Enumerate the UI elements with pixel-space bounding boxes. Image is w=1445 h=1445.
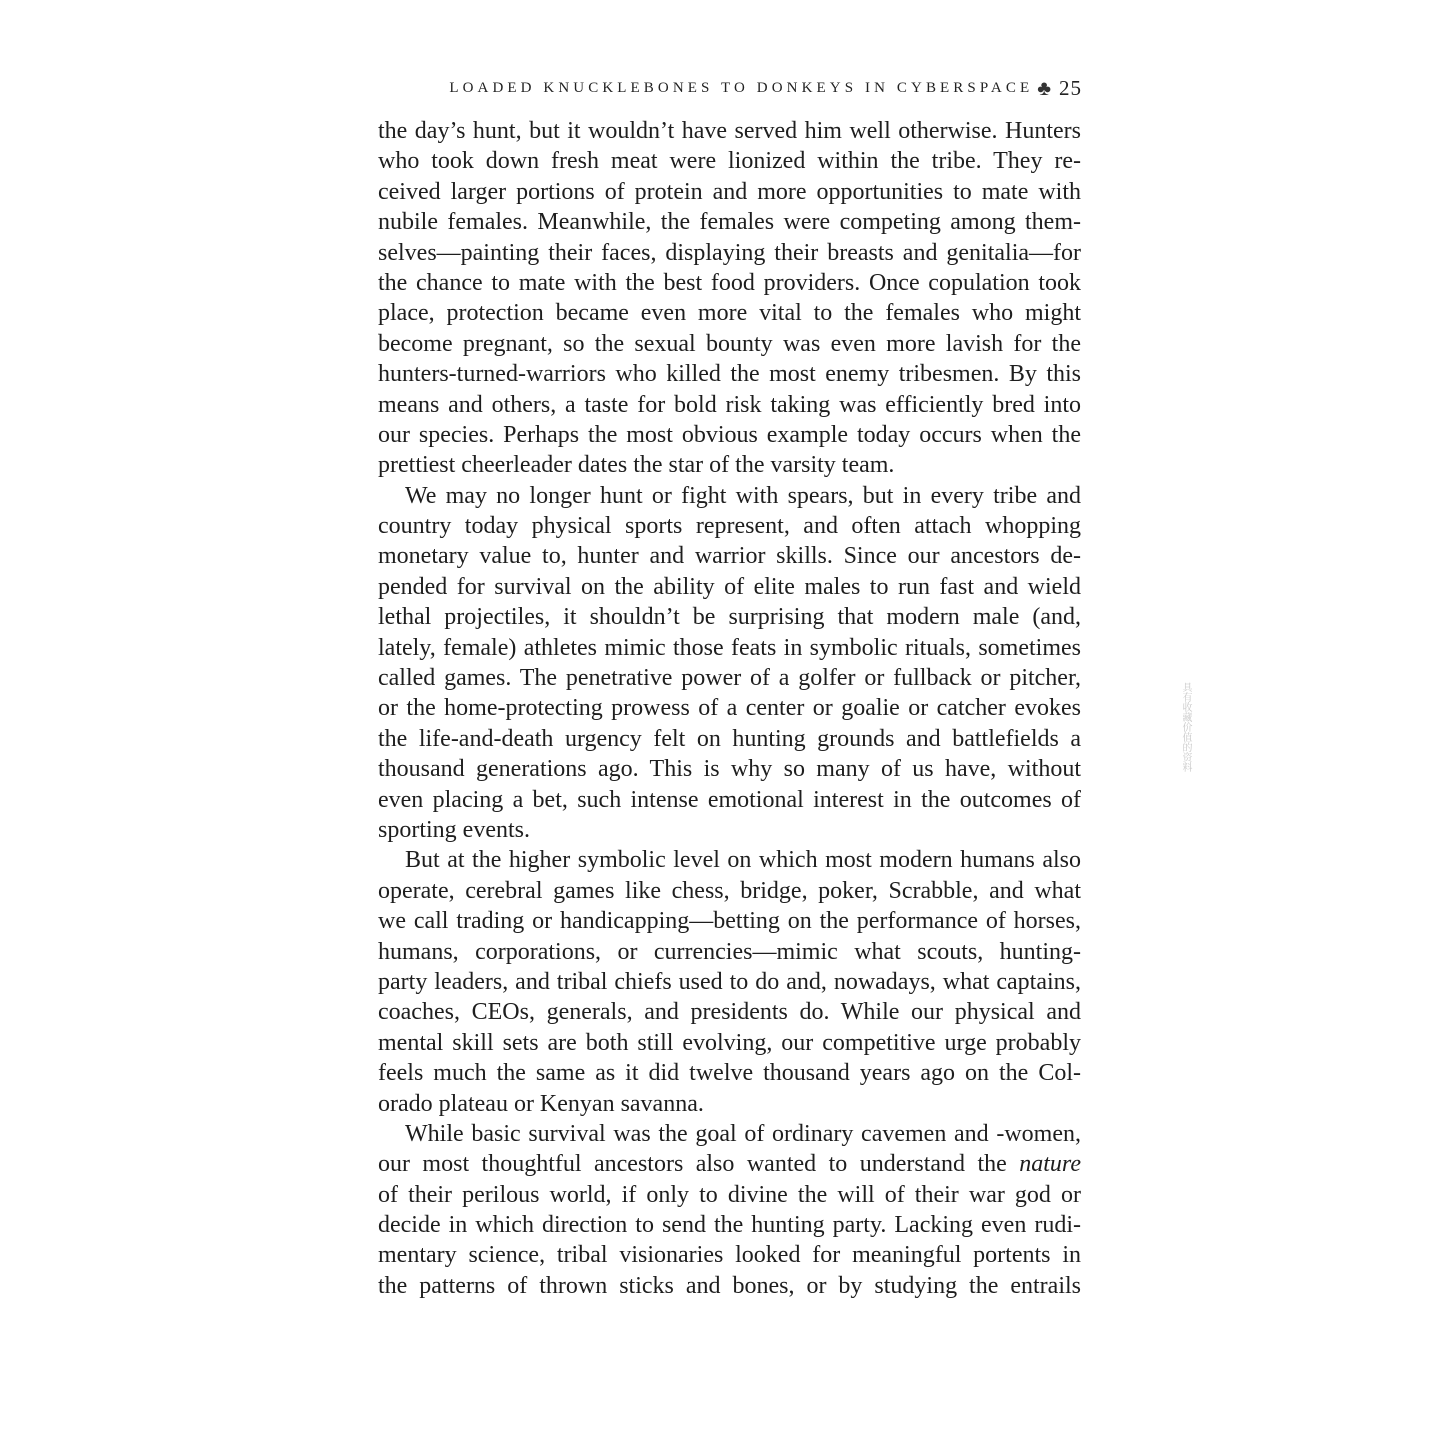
text-line: lethal projectiles, it shouldn’t be surprising that modern male (and, [378,604,1081,631]
text-line: operate, cerebral games like chess, bridge, poker, Scrabble, and what [378,877,1081,904]
text-line: of their perilous world, if only to divine the will of their war god or [378,1181,1081,1208]
margin-stamp: 具有收藏价值的资料 [1180,682,1191,772]
paragraph [378,845,1081,1119]
text-line: we call trading or handicapping—betting on the performance of horses, [378,908,1081,935]
text-line: party leaders, and tribal chiefs used to do and, nowadays, what captains, [378,968,1081,995]
text-line: the life-and-death urgency felt on hunting grounds and battlefields a [378,725,1081,752]
text-line: even placing a bet, such intense emotional interest in the outcomes of [378,786,1081,813]
text-line: place, protection became even more vital to the females who might [378,300,1081,327]
text-line: But at the higher symbolic level on which most modern humans also [405,847,1081,874]
paragraph [378,116,1081,481]
text-line: become pregnant, so the sexual bounty was even more lavish for the [378,330,1081,357]
text-line: selves—painting their faces, displaying their breasts and genitalia—for [378,239,1081,266]
text-line: mental skill sets are both still evolving, our competitive urge probably [378,1029,1081,1056]
text-line: pended for survival on the ability of elite males to run fast and wield [378,573,1081,600]
text-line: lately, female) athletes mimic those feats in symbolic rituals, sometimes [378,634,1081,661]
text-line: mentary science, tribal visionaries looked for meaningful portents in [378,1242,1081,1269]
running-head [378,76,1082,101]
emphasis-word: nature [1019,1151,1082,1178]
text-line: sporting events. [378,816,530,843]
text-line: who took down fresh meat were lionized within the tribe. They re- [378,148,1081,175]
text-line: coaches, CEOs, generals, and presidents do. While our physical and [378,999,1081,1026]
text-line: means and others, a taste for bold risk taking was efficiently bred into [378,391,1081,418]
text-line: thousand generations ago. This is why so many of us have, without [378,756,1081,783]
club-icon: ♣ [1037,76,1051,100]
paragraph [378,481,1081,846]
paragraph [378,1119,1081,1301]
text-line: We may no longer hunt or fight with spears, but in every tribe and [405,482,1081,509]
text-line: nubile females. Meanwhile, the females were competing among them- [378,209,1081,236]
text-line: called games. The penetrative power of a golfer or fullback or pitcher, [378,665,1081,692]
running-title: LOADED KNUCKLEBONES TO DONKEYS IN CYBERSPACE [449,80,1034,96]
text-line: prettiest cheerleader dates the star of the varsity team. [378,452,895,479]
body-text [378,116,1081,1301]
text-line [378,1149,1081,1179]
text-line: hunters-turned-warriors who killed the most enemy tribesmen. By this [378,361,1081,388]
text-line: the chance to mate with the best food providers. Once copulation took [378,269,1081,296]
text-line: orado plateau or Kenyan savanna. [378,1090,704,1117]
text-segment: our most thoughtful ancestors also wanted to understand the [378,1151,1007,1178]
page-number: 25 [1059,76,1082,100]
text-line: or the home-protecting prowess of a center or goalie or catcher evokes [378,695,1081,722]
text-line: the patterns of thrown sticks and bones, or by studying the entrails [378,1272,1081,1299]
text-line: decide in which direction to send the hunting party. Lacking even rudi- [378,1212,1081,1239]
text-line: ceived larger portions of protein and more opportunities to mate with [378,178,1081,205]
text-line: the day’s hunt, but it wouldn’t have served him well otherwise. Hunters [378,118,1081,144]
text-line: While basic survival was the goal of ordinary cavemen and -women, [405,1120,1081,1147]
text-line: humans, corporations, or currencies—mimic what scouts, hunting- [378,938,1081,965]
text-line: country today physical sports represent, and often attach whopping [378,513,1081,540]
text-line: monetary value to, hunter and warrior skills. Since our ancestors de- [378,543,1081,570]
text-line: feels much the same as it did twelve thousand years ago on the Col- [378,1060,1081,1087]
text-line: our species. Perhaps the most obvious example today occurs when the [378,421,1081,448]
